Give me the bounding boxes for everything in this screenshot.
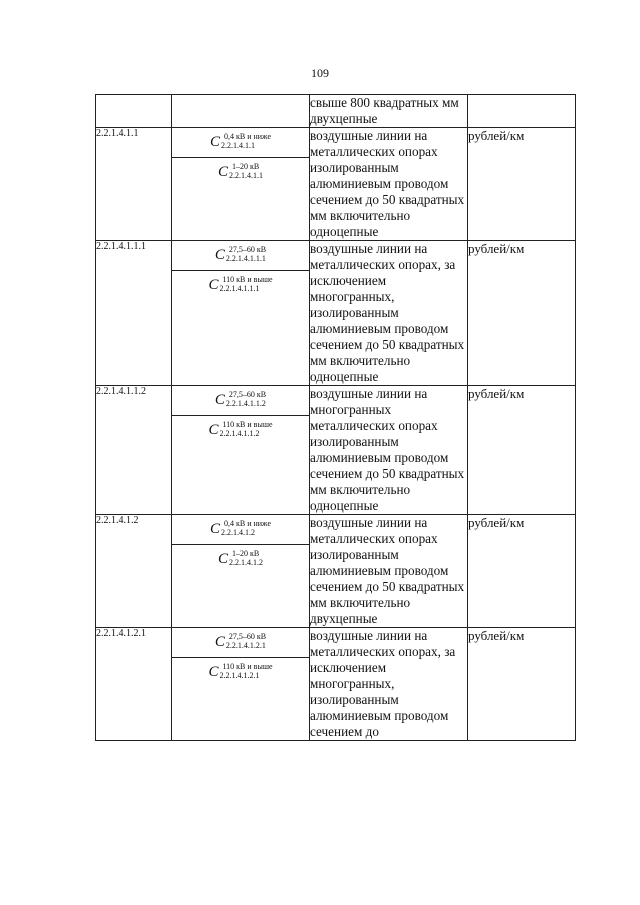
rate-symbol: C 0,4 кВ и ниже 2.2.1.4.1.1 (209, 132, 272, 150)
table-row (96, 628, 576, 741)
code-cell (96, 95, 172, 128)
tariff-table (95, 94, 576, 741)
code-cell: 2.2.1.4.1.2.1 (96, 628, 172, 741)
symbol-cell (172, 128, 310, 241)
symbol-cell (172, 241, 310, 386)
description-cell (310, 128, 468, 241)
description-cell (310, 241, 468, 386)
code-cell: 2.2.1.4.1.2 (96, 515, 172, 628)
unit-cell (468, 95, 576, 128)
description-cell (310, 515, 468, 628)
table-row (96, 95, 576, 128)
rate-symbol: C 110 кВ и выше 2.2.1.4.1.2.1 (172, 657, 309, 687)
rate-symbol: C 27,5–60 кВ 2.2.1.4.1.1.1 (214, 245, 267, 263)
rate-symbol: C 0,4 кВ и ниже 2.2.1.4.1.2 (209, 519, 272, 537)
description-text: воздушные линии на металлических опорах изолированным алюминиевым проводом сечением до 50 квадратных мм включительно двухцепные (310, 515, 465, 626)
code-cell: 2.2.1.4.1.1.2 (96, 386, 172, 515)
unit-cell: рублей/км (468, 628, 576, 741)
table-row (96, 241, 576, 386)
description-cell (310, 386, 468, 515)
rate-symbol: C 1–20 кВ 2.2.1.4.1.2 (172, 544, 309, 574)
description-text: свыше 800 квадратных мм двухцепные (310, 95, 459, 126)
table-row (96, 515, 576, 628)
unit-cell: рублей/км (468, 241, 576, 386)
rate-symbol: C 110 кВ и выше 2.2.1.4.1.1.1 (172, 270, 309, 300)
symbol-cell (172, 95, 310, 128)
table-row (96, 386, 576, 515)
unit-cell: рублей/км (468, 386, 576, 515)
description-text: воздушные линии на металлических опорах изолированным алюминиевым проводом сечением до 50 квадратных мм включительно одноцепные (310, 128, 465, 239)
symbol-cell (172, 628, 310, 741)
description-text: воздушные линии на многогранных металлических опорах изолированным алюминиевым проводом сечением до 50 квадратных мм включительно одноцепные (310, 386, 465, 513)
rate-symbol: C 110 кВ и выше 2.2.1.4.1.1.2 (172, 415, 309, 445)
symbol-cell (172, 515, 310, 628)
table-row (96, 128, 576, 241)
description-text: воздушные линии на металлических опорах, за исключением многогранных, изолированным алюминиевым проводом сечением до 50 квадратных мм включительно одноцепные (310, 241, 465, 384)
rate-symbol: C 1–20 кВ 2.2.1.4.1.1 (172, 157, 309, 187)
symbol-cell (172, 386, 310, 515)
description-text: воздушные линии на металлических опорах, за исключением многогранных, изолированным алюминиевым проводом сечением до (310, 628, 456, 739)
description-cell (310, 628, 468, 741)
description-cell (310, 95, 468, 128)
code-cell: 2.2.1.4.1.1.1 (96, 241, 172, 386)
unit-cell: рублей/км (468, 515, 576, 628)
rate-symbol: C 27,5–60 кВ 2.2.1.4.1.1.2 (214, 390, 267, 408)
rate-symbol: C 27,5–60 кВ 2.2.1.4.1.2.1 (214, 632, 267, 650)
page-number: 109 (311, 66, 329, 80)
code-cell: 2.2.1.4.1.1 (96, 128, 172, 241)
unit-cell: рублей/км (468, 128, 576, 241)
